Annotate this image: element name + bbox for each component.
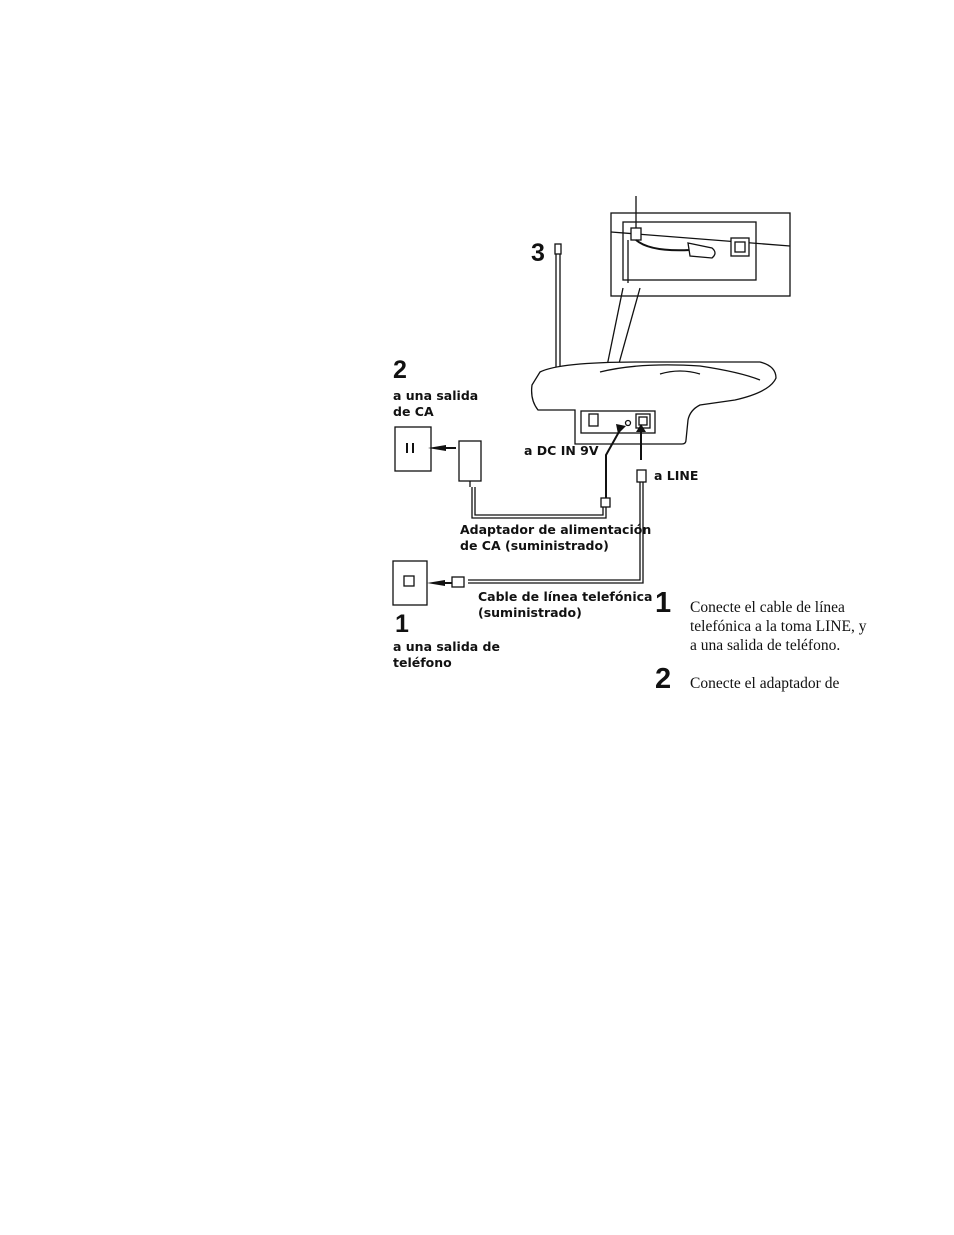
phone-outlet-label-line2: teléfono — [393, 655, 452, 670]
ac-outlet-label-line2: de CA — [393, 404, 434, 419]
instruction-2-line: Conecte el adaptador de — [690, 675, 840, 692]
ac-wall-outlet — [395, 427, 456, 471]
instruction-2-number: 2 — [655, 663, 672, 695]
cable-label-line1: Cable de línea telefónica — [478, 589, 653, 604]
line-label: a LINE — [654, 468, 699, 483]
instruction-1-line: telefónica a la toma LINE, y — [690, 618, 867, 635]
phone-outlet-label-line1: a una salida de — [393, 639, 500, 654]
step1-number: 1 — [395, 610, 409, 638]
step3-number: 3 — [531, 239, 545, 267]
phone-wall-outlet — [393, 561, 452, 605]
instruction-1-number: 1 — [655, 587, 672, 619]
antenna — [555, 244, 561, 372]
cable-label-line2: (suministrado) — [478, 605, 582, 620]
instruction-1-line: a una salida de teléfono. — [690, 637, 841, 654]
adapter-label-line2: de CA (suministrado) — [460, 538, 609, 553]
adapter-label-line1: Adaptador de alimentación — [460, 522, 652, 537]
step2-number: 2 — [393, 356, 407, 384]
base-unit — [532, 362, 776, 444]
instruction-2-text — [690, 674, 900, 693]
dc-in-label: a DC IN 9V — [524, 443, 599, 458]
instruction-1-line: Conecte el cable de línea — [690, 599, 845, 616]
ac-outlet-label-line1: a una salida — [393, 388, 479, 403]
instruction-1-text — [690, 598, 900, 655]
